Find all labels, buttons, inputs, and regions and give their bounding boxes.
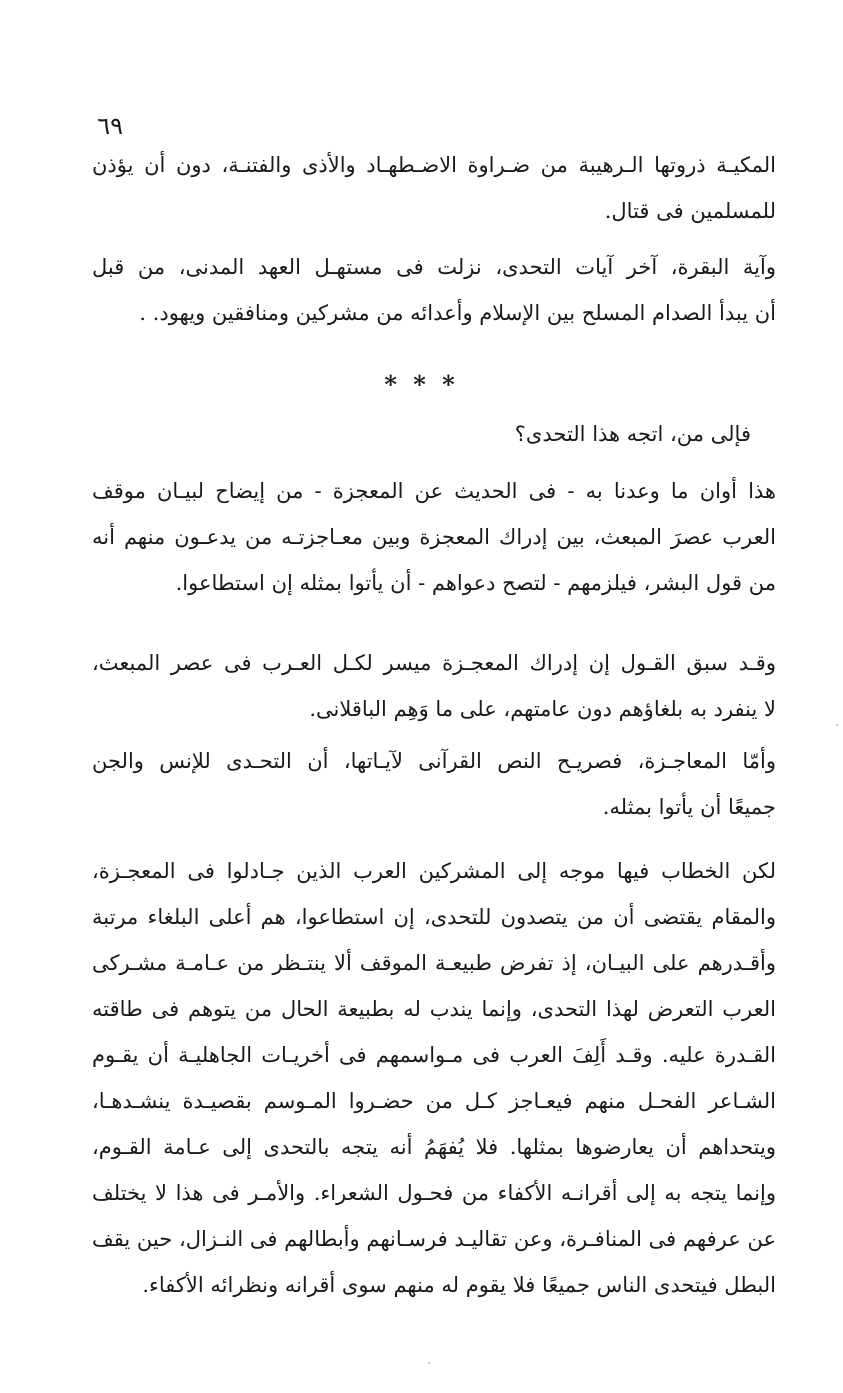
- paragraph-line: وأقـدرهم على البيـان، إذ تفرض طبيعـة الموقف ألا ينتـظر من عـامـة مشـركى: [92, 951, 776, 975]
- paragraph-4: [92, 640, 776, 732]
- paragraph-line: وإنما يتجه به إلى أقرانـه الأكفاء من فحـول الشعراء. والأمـر فى هذا لا يختلف: [92, 1181, 777, 1205]
- paragraph-line: والمقام يقتضى أن من يتصدون للتحدى، إن استطاعوا، هم أعلى البلغاء مرتبة: [92, 905, 776, 929]
- paragraph-line: القـدرة عليه. وقـد أَلِفَ العرب فى مـواسمهم فى أخريـات الجاهليـة أن يقـوم: [92, 1043, 776, 1067]
- page-number: ٦٩: [97, 112, 123, 140]
- paragraph-3: [92, 468, 776, 606]
- section-divider: * * *: [384, 370, 459, 399]
- paragraph-line: هذا أوان ما وعدنا به - فى الحديث عن المعجزة - من إيضاح لبيـان موقف: [92, 479, 776, 503]
- paragraph-line: للمسلمين فى قتال.: [604, 199, 776, 223]
- paragraph-6: [92, 848, 776, 1308]
- paragraph-5: [92, 738, 776, 830]
- paragraph-line: وآية البقرة، آخر آيات التحدى، نزلت فى مستهـل العهد المدنى، من قبل: [92, 255, 776, 279]
- paragraph-line: جميعًا أن يأتوا بمثله.: [602, 795, 776, 819]
- paragraph-2: [92, 244, 776, 336]
- paragraph-line: الشـاعر الفحـل منهم فيعـاجز كـل من حضـروا المـوسم بقصيـدة ينشـدهـا،: [92, 1089, 776, 1113]
- paragraph-line: عن عرفهم فى المنافـرة، وعن تقاليـد فرسـانهم وأبطالهم فى النـزال، حين يقف: [92, 1227, 776, 1251]
- paragraph-line: وأمّا المعاجـزة، فصريـح النص القرآنى لآيـاتها، أن التحـدى للإنس والجن: [92, 749, 776, 773]
- paragraph-line: ويتحداهم أن يعارضوها بمثلها. فلا يُفهَمُ أنه يتجه بالتحدى إلى عـامة القـوم،: [92, 1135, 776, 1159]
- paragraph-line: من قول البشر، فيلزمهم - لتصح دعواهم - أن يأتوا بمثله إن استطاعوا.: [175, 571, 776, 595]
- scan-speck: [836, 724, 838, 726]
- paragraph-line: العرب التعرض لهذا التحدى، وإنما يندب له بطبيعة الحال من يتوهم فى طاقته: [92, 997, 776, 1021]
- paragraph-line: لكن الخطاب فيها موجه إلى المشركين العرب الذين جـادلوا فى المعجـزة،: [92, 859, 776, 883]
- paragraph-line: لا ينفرد به بلغاؤهم دون عامتهم، على ما وَهِم الباقلانى.: [309, 697, 776, 721]
- section-heading: فإلى من، اتجه هذا التحدى؟: [514, 422, 751, 446]
- paragraph-line: البطل فيتحدى الناس جميعًا فلا يقوم له منهم سوى أقرانه ونظرائه الأكفاء.: [142, 1273, 776, 1297]
- paragraph-line: وقـد سبق القـول إن إدراك المعجـزة ميسر لكـل العـرب فى عصر المبعث،: [92, 651, 776, 675]
- paragraph-line: أن يبدأ الصدام المسلح بين الإسلام وأعدائه من مشركين ومنافقين ويهود. .: [139, 301, 776, 325]
- paragraph-line: العرب عصرَ المبعث، بين إدراك المعجزة وبين معـاجزتـه من يدعـون منهم أنه: [92, 525, 776, 549]
- paragraph-line: المكيـة ذروتها الـرهيبة من ضـراوة الاضـطهـاد والأذى والفتنـة، دون أن يؤذن: [92, 153, 776, 177]
- paragraph-1: [92, 142, 776, 234]
- scan-speck: [428, 1362, 430, 1364]
